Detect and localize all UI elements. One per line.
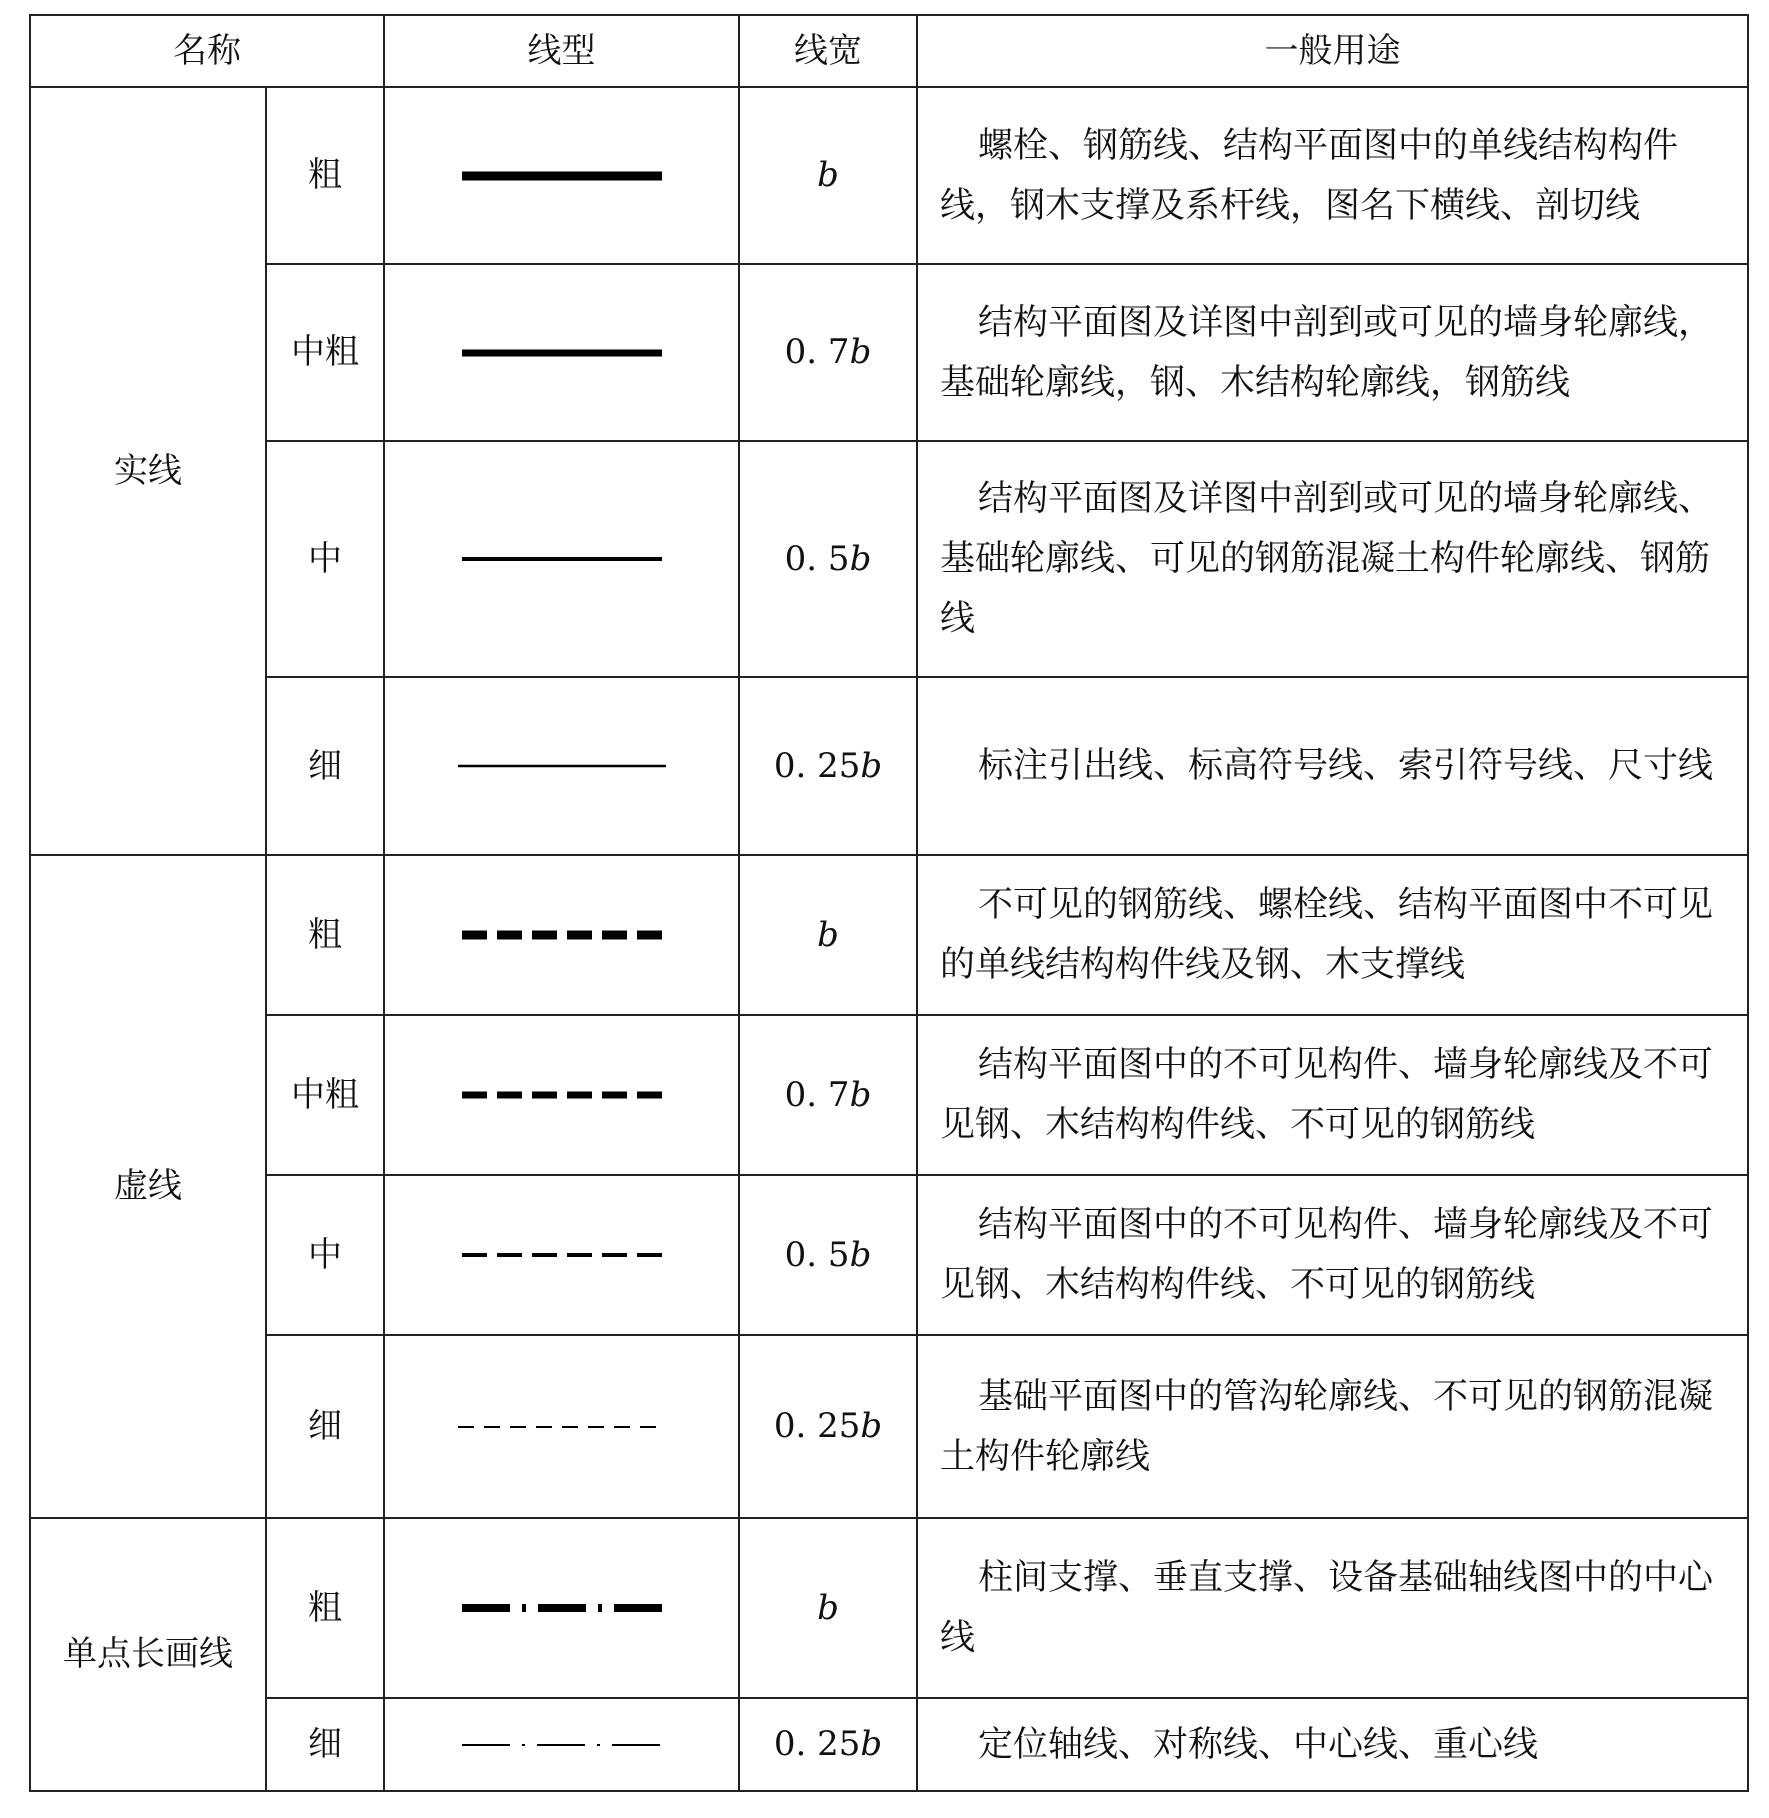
line-sample (384, 264, 739, 441)
line-sample (384, 677, 739, 855)
usage-text: 基础平面图中的管沟轮廓线、不可见的钢筋混凝土构件轮廓线 (917, 1335, 1748, 1518)
usage-text: 不可见的钢筋线、螺栓线、结构平面图中不可见的单线结构构件线及钢、木支撑线 (917, 855, 1748, 1015)
line-width: 0. 25b (739, 677, 917, 855)
solid-medium-thick-line (462, 343, 662, 363)
line-sample (384, 1175, 739, 1335)
line-sample (384, 1015, 739, 1175)
header-name: 名称 (30, 15, 384, 87)
line-width: 0. 5b (739, 441, 917, 677)
subtype: 细 (266, 1335, 384, 1518)
line-sample (384, 87, 739, 264)
usage-text: 结构平面图中的不可见构件、墙身轮廓线及不可见钢、木结构构件线、不可见的钢筋线 (917, 1175, 1748, 1335)
line-sample (384, 1698, 739, 1791)
usage-text: 结构平面图中的不可见构件、墙身轮廓线及不可见钢、木结构构件线、不可见的钢筋线 (917, 1015, 1748, 1175)
subtype: 粗 (266, 855, 384, 1015)
line-sample (384, 855, 739, 1015)
header-type: 线型 (384, 15, 739, 87)
table-row (30, 1175, 1748, 1335)
category-solid: 实线 (30, 87, 266, 855)
solid-thick-line (462, 166, 662, 186)
header-width: 线宽 (739, 15, 917, 87)
dash-dot-thin-line (462, 1735, 662, 1755)
line-width: 0. 25b (739, 1335, 917, 1518)
usage-text: 标注引出线、标高符号线、索引符号线、尺寸线 (917, 677, 1748, 855)
subtype: 中 (266, 441, 384, 677)
header-row (30, 15, 1748, 87)
subtype: 细 (266, 1698, 384, 1791)
line-width: b (739, 1518, 917, 1698)
line-width: 0. 5b (739, 1175, 917, 1335)
dashed-thin-line (458, 1417, 666, 1437)
subtype: 粗 (266, 1518, 384, 1698)
table-row (30, 1335, 1748, 1518)
solid-thin-line (458, 756, 666, 776)
line-width: b (739, 855, 917, 1015)
dashed-thick-line (462, 925, 662, 945)
dashed-medium-line (462, 1245, 662, 1265)
line-width: b (739, 87, 917, 264)
line-sample (384, 441, 739, 677)
category-dash-dot: 单点长画线 (30, 1518, 266, 1791)
table-row (30, 1698, 1748, 1791)
usage-text: 结构平面图及详图中剖到或可见的墙身轮廓线，基础轮廓线，钢、木结构轮廓线，钢筋线 (917, 264, 1748, 441)
dash-dot-thick-line (462, 1598, 662, 1618)
table-row (30, 855, 1748, 1015)
usage-text: 螺栓、钢筋线、结构平面图中的单线结构构件线，钢木支撑及系杆线，图名下横线、剖切线 (917, 87, 1748, 264)
line-type-table (29, 14, 1749, 1792)
dashed-medium-thick-line (462, 1085, 662, 1105)
usage-text: 定位轴线、对称线、中心线、重心线 (917, 1698, 1748, 1791)
category-dashed: 虚线 (30, 855, 266, 1518)
table-row (30, 264, 1748, 441)
table-row (30, 87, 1748, 264)
subtype: 中粗 (266, 264, 384, 441)
table-row (30, 441, 1748, 677)
header-usage: 一般用途 (917, 15, 1748, 87)
line-width: 0. 7b (739, 1015, 917, 1175)
subtype: 细 (266, 677, 384, 855)
table-row (30, 1518, 1748, 1698)
line-sample (384, 1518, 739, 1698)
subtype: 粗 (266, 87, 384, 264)
line-width: 0. 25b (739, 1698, 917, 1791)
subtype: 中 (266, 1175, 384, 1335)
usage-text: 结构平面图及详图中剖到或可见的墙身轮廓线、基础轮廓线、可见的钢筋混凝土构件轮廓线、钢筋线 (917, 441, 1748, 677)
line-sample (384, 1335, 739, 1518)
usage-text: 柱间支撑、垂直支撑、设备基础轴线图中的中心线 (917, 1518, 1748, 1698)
solid-medium-line (462, 549, 662, 569)
table-row (30, 677, 1748, 855)
subtype: 中粗 (266, 1015, 384, 1175)
table-row (30, 1015, 1748, 1175)
line-width: 0. 7b (739, 264, 917, 441)
